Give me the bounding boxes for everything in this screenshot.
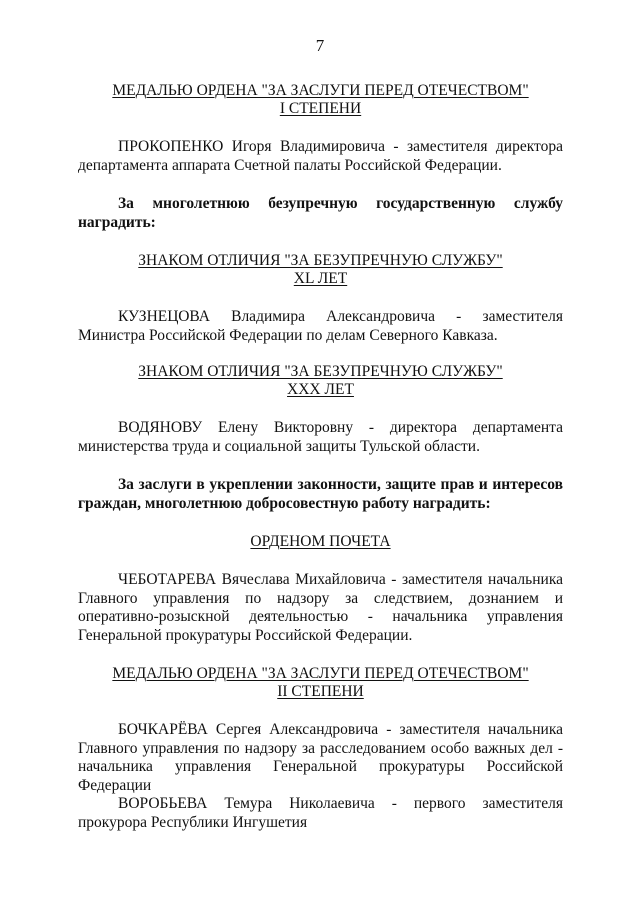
award-entry: ВОДЯНОВУ Елену Викторовну - директора департамента министерства труда и социальной защиты Тульской области. [78, 419, 563, 455]
award-reason: За заслуги в укреплении законности, защите прав и интересов граждан, многолетнюю добросовестную работу наградить: [78, 476, 563, 512]
award-entry: ВОРОБЬЕВА Темура Николаевича - первого заместителя прокурора Республики Ингушетия [78, 795, 563, 831]
award-heading-service-30 [78, 363, 563, 399]
heading-line: ЗНАКОМ ОТЛИЧИЯ "ЗА БЕЗУПРЕЧНУЮ СЛУЖБУ" [138, 252, 503, 269]
award-entry: ЧЕБОТАРЕВА Вячеслава Михайловича - заместителя начальника Главного управления по надзору за следствием, дознанием и оперативно-розыскной деятельностью - начальника управления Генеральной прокуратуры Российской Федерации. [78, 571, 563, 644]
award-heading-order-of-honour [78, 533, 563, 551]
award-reason: За многолетнюю безупречную государственную службу наградить: [78, 195, 563, 231]
heading-line: XL ЛЕТ [293, 270, 348, 287]
heading-line: XXX ЛЕТ [287, 381, 354, 398]
heading-line: МЕДАЛЬЮ ОРДЕНА "ЗА ЗАСЛУГИ ПЕРЕД ОТЕЧЕСТВОМ" [112, 82, 529, 99]
award-heading-service-40 [78, 252, 563, 288]
document-body [78, 82, 563, 832]
award-entry: ПРОКОПЕНКО Игоря Владимировича - заместителя директора департамента аппарата Счетной палаты Российской Федерации. [78, 138, 563, 174]
heading-line: МЕДАЛЬЮ ОРДЕНА "ЗА ЗАСЛУГИ ПЕРЕД ОТЕЧЕСТВОМ" [112, 665, 529, 682]
award-heading-medal-2nd-degree [78, 665, 563, 701]
heading-line: II СТЕПЕНИ [277, 683, 364, 700]
award-entry: БОЧКАРЁВА Сергея Александровича - заместителя начальника Главного управления по надзору за расследованием особо важных дел - начальника управления Генеральной прокуратуры Российской Федерации [78, 721, 563, 794]
heading-line: ЗНАКОМ ОТЛИЧИЯ "ЗА БЕЗУПРЕЧНУЮ СЛУЖБУ" [138, 363, 503, 380]
heading-line: ОРДЕНОМ ПОЧЕТА [250, 533, 391, 550]
heading-line: I СТЕПЕНИ [279, 100, 362, 117]
page-number: 7 [315, 36, 325, 55]
award-entry: КУЗНЕЦОВА Владимира Александровича - заместителя Министра Российской Федерации по делам Северного Кавказа. [78, 308, 563, 344]
award-heading-medal-1st-degree [78, 82, 563, 118]
